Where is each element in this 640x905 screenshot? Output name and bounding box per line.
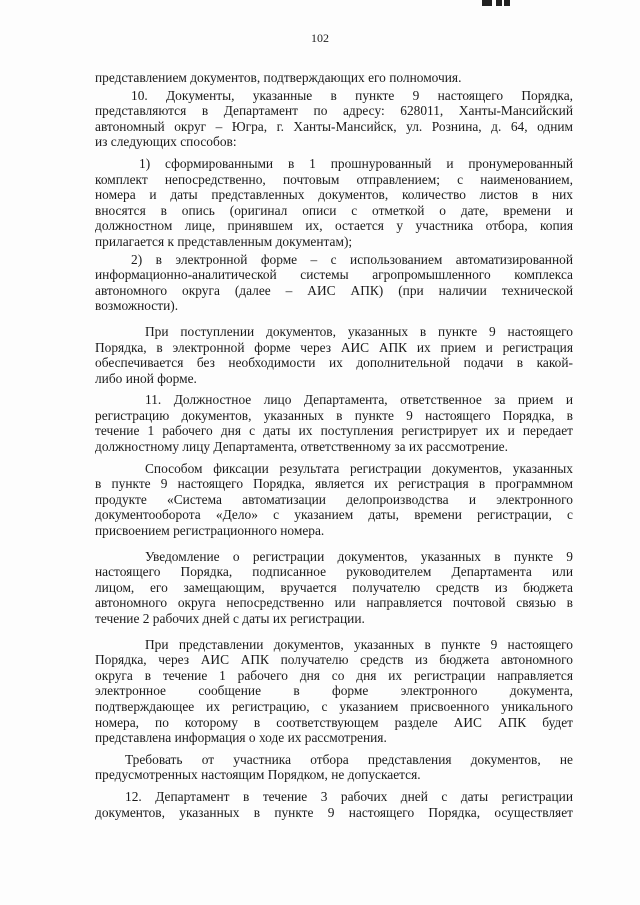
- text-line: течение 2 рабочих дней с даты их регистрации.: [95, 611, 365, 626]
- text-line: должностном лице, принявшем их, остается у участника отбора, копия: [95, 218, 573, 234]
- text-line: 1) сформированными в 1 прошнурованный и пронумерованный: [139, 155, 573, 171]
- page-number: 102: [311, 31, 329, 45]
- text-line: электронное сообщение в форме электронного документа,: [95, 683, 573, 699]
- paragraph-method-2: [95, 252, 573, 314]
- text-line: округа в течение 1 рабочего дня со дня их регистрации направляется: [95, 667, 573, 683]
- text-line: Требовать от участника отбора представления документов, не: [125, 751, 573, 767]
- text-line: документов, указанных в пункте 9 настоящего Порядка, осуществляет: [95, 804, 573, 820]
- text-line: автономного округа непосредственно или направляется почтовой связью в: [95, 595, 573, 611]
- text-line: 12. Департамент в течение 3 рабочих дней с даты регистрации: [125, 788, 573, 804]
- text-line: присвоением регистрационного номера.: [95, 523, 325, 539]
- text-line: При поступлении документов, указанных в пункте 9 настоящего: [145, 323, 573, 339]
- text-line: документооборота «Дело» с указанием даты, времени регистрации, с: [95, 507, 573, 523]
- paragraph-continuation: [95, 70, 573, 86]
- text-line: течение 1 рабочего дня с даты их поступления регистрирует их и передает: [95, 423, 573, 439]
- text-line: Способом фиксации результата регистрации документов, указанных: [145, 460, 573, 476]
- text-line: представлена информация о ходе их рассмотрения.: [95, 730, 387, 746]
- text-line: возможности).: [95, 298, 179, 314]
- text-line: из следующих способов:: [95, 134, 237, 150]
- text-line: предусмотренных настоящим Порядком, не допускается.: [95, 767, 421, 783]
- paragraph-registration-method: [95, 461, 573, 539]
- text-line: подтверждающее их регистрацию, с указанием присвоенного уникального: [95, 698, 573, 714]
- scan-edge-mark: [482, 0, 510, 6]
- text-line: информационно-аналитической системы агропромышленного комплекса: [95, 267, 573, 283]
- paragraph-electronic-receipt: [95, 324, 573, 386]
- paragraph-notification: [95, 549, 573, 627]
- paragraph-no-extra-documents: [95, 752, 573, 783]
- text-line: номера, по которому в соответствующем разделе АИС АПК будет: [95, 714, 573, 730]
- text-line: комплект непосредственно, почтовым отправлением; с наименованием,: [95, 171, 573, 187]
- text-line: Порядка, через АИС АПК получателю средств из бюджета автономного: [95, 652, 573, 668]
- text-line: 11. Должностное лицо Департамента, ответственное за прием и: [145, 392, 573, 408]
- text-line: продукте «Система автоматизации делопроизводства и электронного: [95, 491, 573, 507]
- paragraph-method-1: [95, 156, 573, 250]
- text-line: либо иной форме.: [95, 370, 197, 386]
- paragraph-ais-message: [95, 637, 573, 746]
- text-line: представляются в Департамент по адресу: 628011, Ханты-Мансийский: [95, 103, 573, 119]
- text-line: Порядка, в электронной форме через АИС АПК их прием и регистрация: [95, 339, 573, 355]
- text-line: в пункте 9 настоящего Порядка, является их регистрация в программном: [95, 476, 573, 492]
- text-line: обеспечивается без необходимости их дополнительной подачи в какой-: [95, 355, 573, 371]
- text-line: представлением документов, подтверждающих его полномочия.: [95, 70, 462, 85]
- paragraph-item-10: [95, 88, 573, 150]
- text-line: вносятся в опись (оригинал описи с отметкой о дате, времени и: [95, 202, 573, 218]
- text-line: должностному лицу Департамента, ответственному за их рассмотрение.: [95, 439, 508, 455]
- paragraph-item-11: [95, 392, 573, 454]
- text-line: регистрацию документов, указанных в пункте 9 настоящего Порядка, в: [95, 407, 573, 423]
- text-line: автономный округ – Югра, г. Ханты-Мансийск, ул. Рознина, д. 64, одним: [95, 118, 573, 134]
- document-body: [95, 70, 573, 820]
- text-line: При представлении документов, указанных в пункте 9 настоящего: [145, 636, 573, 652]
- text-line: лицом, его замещающим, вручается получателю средств из бюджета: [95, 579, 573, 595]
- text-line: автономного округа (далее – АИС АПК) (при наличии технической: [95, 282, 573, 298]
- text-line: 2) в электронной форме – с использованием автоматизированной: [131, 251, 573, 267]
- text-line: прилагается к представленным документам);: [95, 233, 353, 249]
- text-line: 10. Документы, указанные в пункте 9 настоящего Порядка,: [131, 87, 573, 103]
- text-line: номера и даты представленных документов, количество листов в них: [95, 187, 573, 203]
- text-line: Уведомление о регистрации документов, указанных в пункте 9: [145, 548, 573, 564]
- paragraph-item-12: [95, 789, 573, 820]
- text-line: настоящего Порядка, подписанное руководителем Департамента или: [95, 564, 573, 580]
